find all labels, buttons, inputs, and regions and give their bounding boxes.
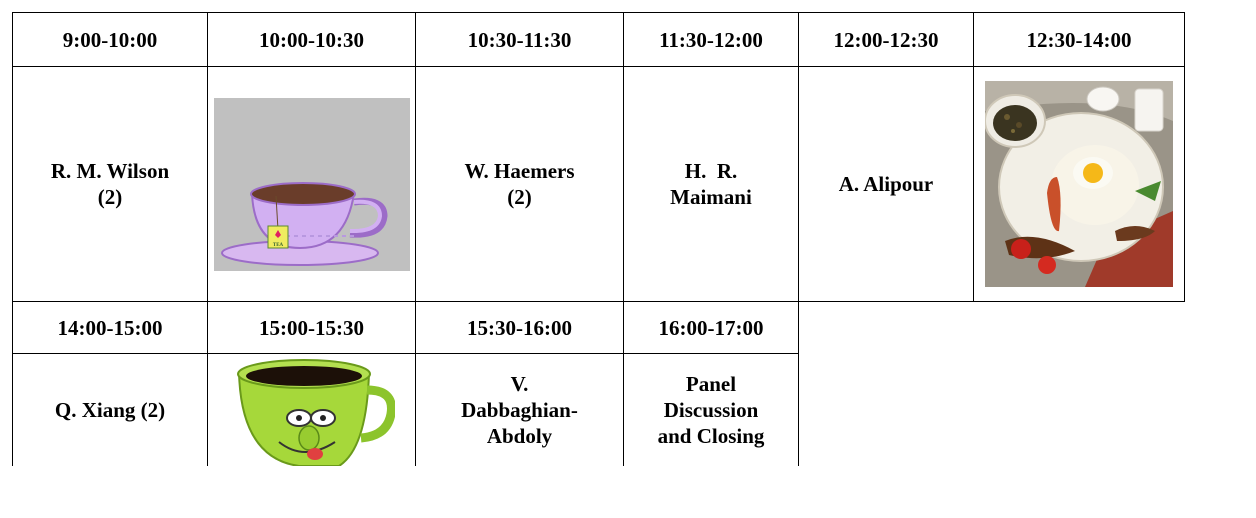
session-dabbaghian bbox=[416, 354, 624, 467]
speaker-name: A. Alipour bbox=[838, 172, 934, 196]
speaker-name: W. Haemers bbox=[464, 159, 575, 183]
session-xiang bbox=[13, 354, 208, 467]
schedule-table bbox=[12, 12, 1185, 466]
speaker-name: R. M. Wilson bbox=[50, 159, 170, 183]
coffee-mug-image bbox=[229, 358, 395, 466]
time-slot: 12:30-14:00 bbox=[974, 13, 1185, 67]
time-slot: 9:00-10:00 bbox=[13, 13, 208, 67]
speaker-name-line1: V. bbox=[510, 372, 529, 396]
time-slot: 15:30-16:00 bbox=[416, 302, 624, 354]
session-haemers bbox=[416, 67, 624, 302]
lunch-plate-image bbox=[985, 81, 1173, 287]
session-row-1 bbox=[13, 67, 1185, 302]
coffee-break-cell bbox=[208, 354, 416, 467]
session-count: (2) bbox=[507, 185, 532, 209]
session-alipour bbox=[799, 67, 974, 302]
session-maimani bbox=[624, 67, 799, 302]
time-slot: 16:00-17:00 bbox=[624, 302, 799, 354]
panel-line2: Discussion bbox=[663, 398, 759, 422]
tea-cup-image bbox=[214, 98, 410, 271]
session-count: (2) bbox=[97, 185, 123, 209]
speaker-name: Q. Xiang (2) bbox=[54, 398, 166, 422]
session-panel bbox=[624, 354, 799, 467]
session-wilson bbox=[13, 67, 208, 302]
speaker-name-line2: Dabbaghian- bbox=[461, 398, 578, 422]
speaker-name-line3: Abdoly bbox=[486, 424, 553, 448]
time-slot: 10:30-11:30 bbox=[416, 13, 624, 67]
time-slot: 15:00-15:30 bbox=[208, 302, 416, 354]
panel-line3: and Closing bbox=[657, 424, 765, 448]
tea-break-cell bbox=[208, 67, 416, 302]
time-header-row-2 bbox=[13, 302, 1185, 354]
tea-bag-label: TEA bbox=[272, 242, 283, 248]
time-slot: 12:00-12:30 bbox=[799, 13, 974, 67]
empty-area bbox=[799, 302, 1185, 467]
time-header-row-1 bbox=[13, 13, 1185, 67]
time-slot: 10:00-10:30 bbox=[208, 13, 416, 67]
speaker-name-line1: H. R. bbox=[684, 159, 738, 183]
time-slot: 14:00-15:00 bbox=[13, 302, 208, 354]
time-slot: 11:30-12:00 bbox=[624, 13, 799, 67]
panel-line1: Panel bbox=[685, 372, 737, 396]
lunch-cell bbox=[974, 67, 1185, 302]
speaker-name-line2: Maimani bbox=[670, 185, 752, 209]
